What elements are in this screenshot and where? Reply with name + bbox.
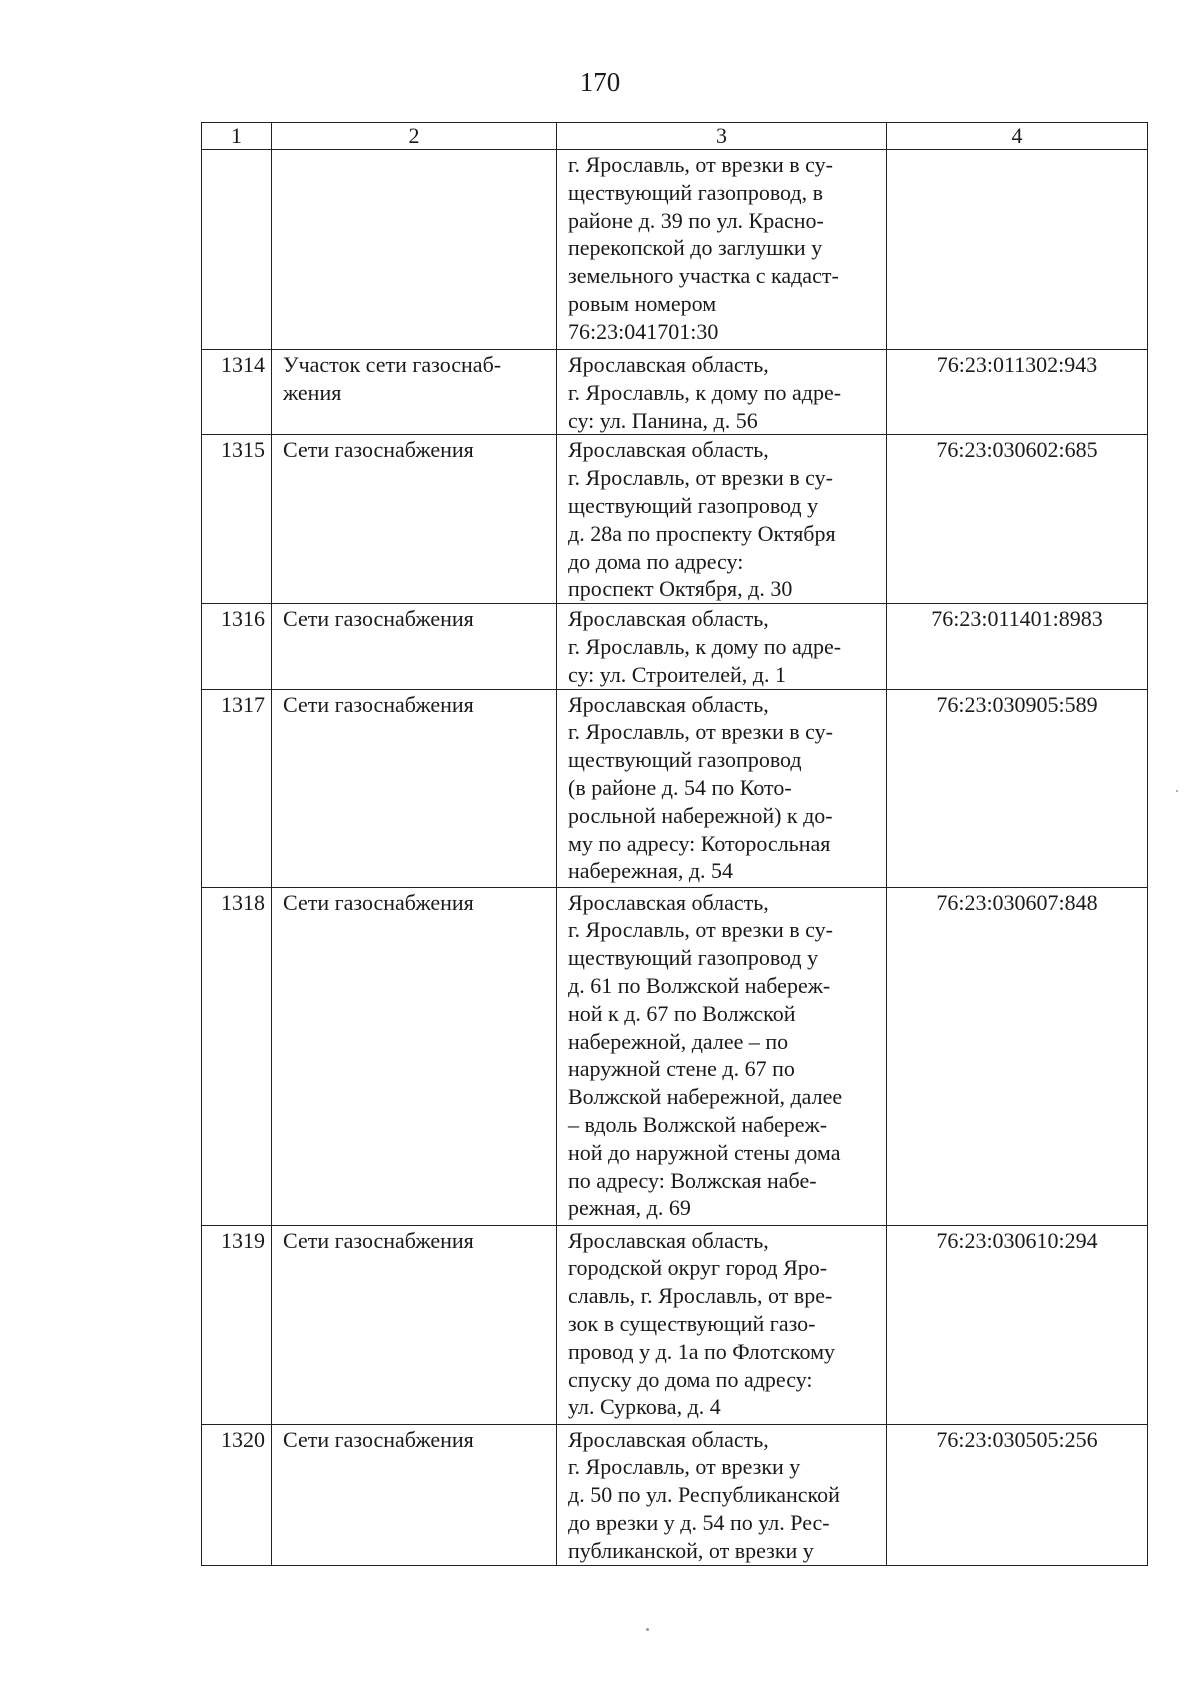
- object-name: Сети газоснабжения: [272, 604, 557, 689]
- object-address: Ярославская область, г. Ярославль, к дому по адре- су: ул. Панина, д. 56: [557, 350, 887, 435]
- cadastral-number: 76:23:011401:8983: [887, 604, 1148, 689]
- table-row: [202, 150, 1148, 350]
- cadastral-number: 76:23:030505:256: [887, 1424, 1148, 1565]
- object-address: Ярославская область, г. Ярославль, от врезки в су- ществующий газопровод (в районе д. 54 по Кото- росльной набережной) к до- му по адресу: Которосльная набережная, д. 54: [557, 689, 887, 887]
- table-row: [202, 689, 1148, 887]
- object-name: Участок сети газоснаб- жения: [272, 350, 557, 435]
- table-row: [202, 435, 1148, 604]
- column-number-header-row: [202, 123, 1148, 150]
- row-number: 1319: [202, 1225, 272, 1424]
- object-name: Сети газоснабжения: [272, 1225, 557, 1424]
- cadastral-number: 76:23:030607:848: [887, 887, 1148, 1225]
- cadastral-number: 76:23:030905:589: [887, 689, 1148, 887]
- column-header-2: 2: [272, 123, 557, 150]
- table-row: [202, 1225, 1148, 1424]
- object-address: Ярославская область, г. Ярославль, к дому по адре- су: ул. Строителей, д. 1: [557, 604, 887, 689]
- cadastral-number: 76:23:030610:294: [887, 1225, 1148, 1424]
- object-name: Сети газоснабжения: [272, 689, 557, 887]
- table-row: [202, 887, 1148, 1225]
- row-number: [202, 150, 272, 350]
- row-number: 1316: [202, 604, 272, 689]
- object-address: Ярославская область, г. Ярославль, от врезки в су- ществующий газопровод у д. 61 по Волжской набереж- ной к д. 67 по Волжской набережной, далее – по наружной стене д. 67 по Волжской набережной, далее – вдоль Волжской набереж- ной до наружной стены дома по адресу: Волжская набе- режная, д. 69: [557, 887, 887, 1225]
- table-row: [202, 604, 1148, 689]
- row-number: 1318: [202, 887, 272, 1225]
- row-number: 1320: [202, 1424, 272, 1565]
- object-name: Сети газоснабжения: [272, 887, 557, 1225]
- row-number: 1317: [202, 689, 272, 887]
- cadastral-number: 76:23:011302:943: [887, 350, 1148, 435]
- object-name: [272, 150, 557, 350]
- row-number: 1314: [202, 350, 272, 435]
- scan-speck: [646, 1628, 649, 1631]
- object-name: Сети газоснабжения: [272, 435, 557, 604]
- page-number: 170: [579, 67, 621, 97]
- column-header-1: 1: [202, 123, 272, 150]
- column-header-3: 3: [557, 123, 887, 150]
- table-row: [202, 1424, 1148, 1565]
- cadastral-number: 76:23:030602:685: [887, 435, 1148, 604]
- scan-speck: [1176, 790, 1178, 792]
- row-number: 1315: [202, 435, 272, 604]
- column-header-4: 4: [887, 123, 1148, 150]
- cadastral-number: [887, 150, 1148, 350]
- object-address: Ярославская область, г. Ярославль, от врезки в су- ществующий газопровод у д. 28а по проспекту Октября до дома по адресу: проспект Октября, д. 30: [557, 435, 887, 604]
- table-row: [202, 350, 1148, 435]
- object-name: Сети газоснабжения: [272, 1424, 557, 1565]
- object-address: Ярославская область, городской округ город Яро- славль, г. Ярославль, от вре- зок в существующий газо- провод у д. 1а по Флотскому спуску до дома по адресу: ул. Суркова, д. 4: [557, 1225, 887, 1424]
- object-address: г. Ярославль, от врезки в су- ществующий газопровод, в районе д. 39 по ул. Красно- перекопской до заглушки у земельного участка с кадаст- ровым номером 76:23:041701:30: [557, 150, 887, 350]
- gas-network-registry-table: [201, 122, 1148, 1566]
- object-address: Ярославская область, г. Ярославль, от врезки у д. 50 по ул. Республиканской до врезки у д. 54 по ул. Рес- публиканской, от врезки у: [557, 1424, 887, 1565]
